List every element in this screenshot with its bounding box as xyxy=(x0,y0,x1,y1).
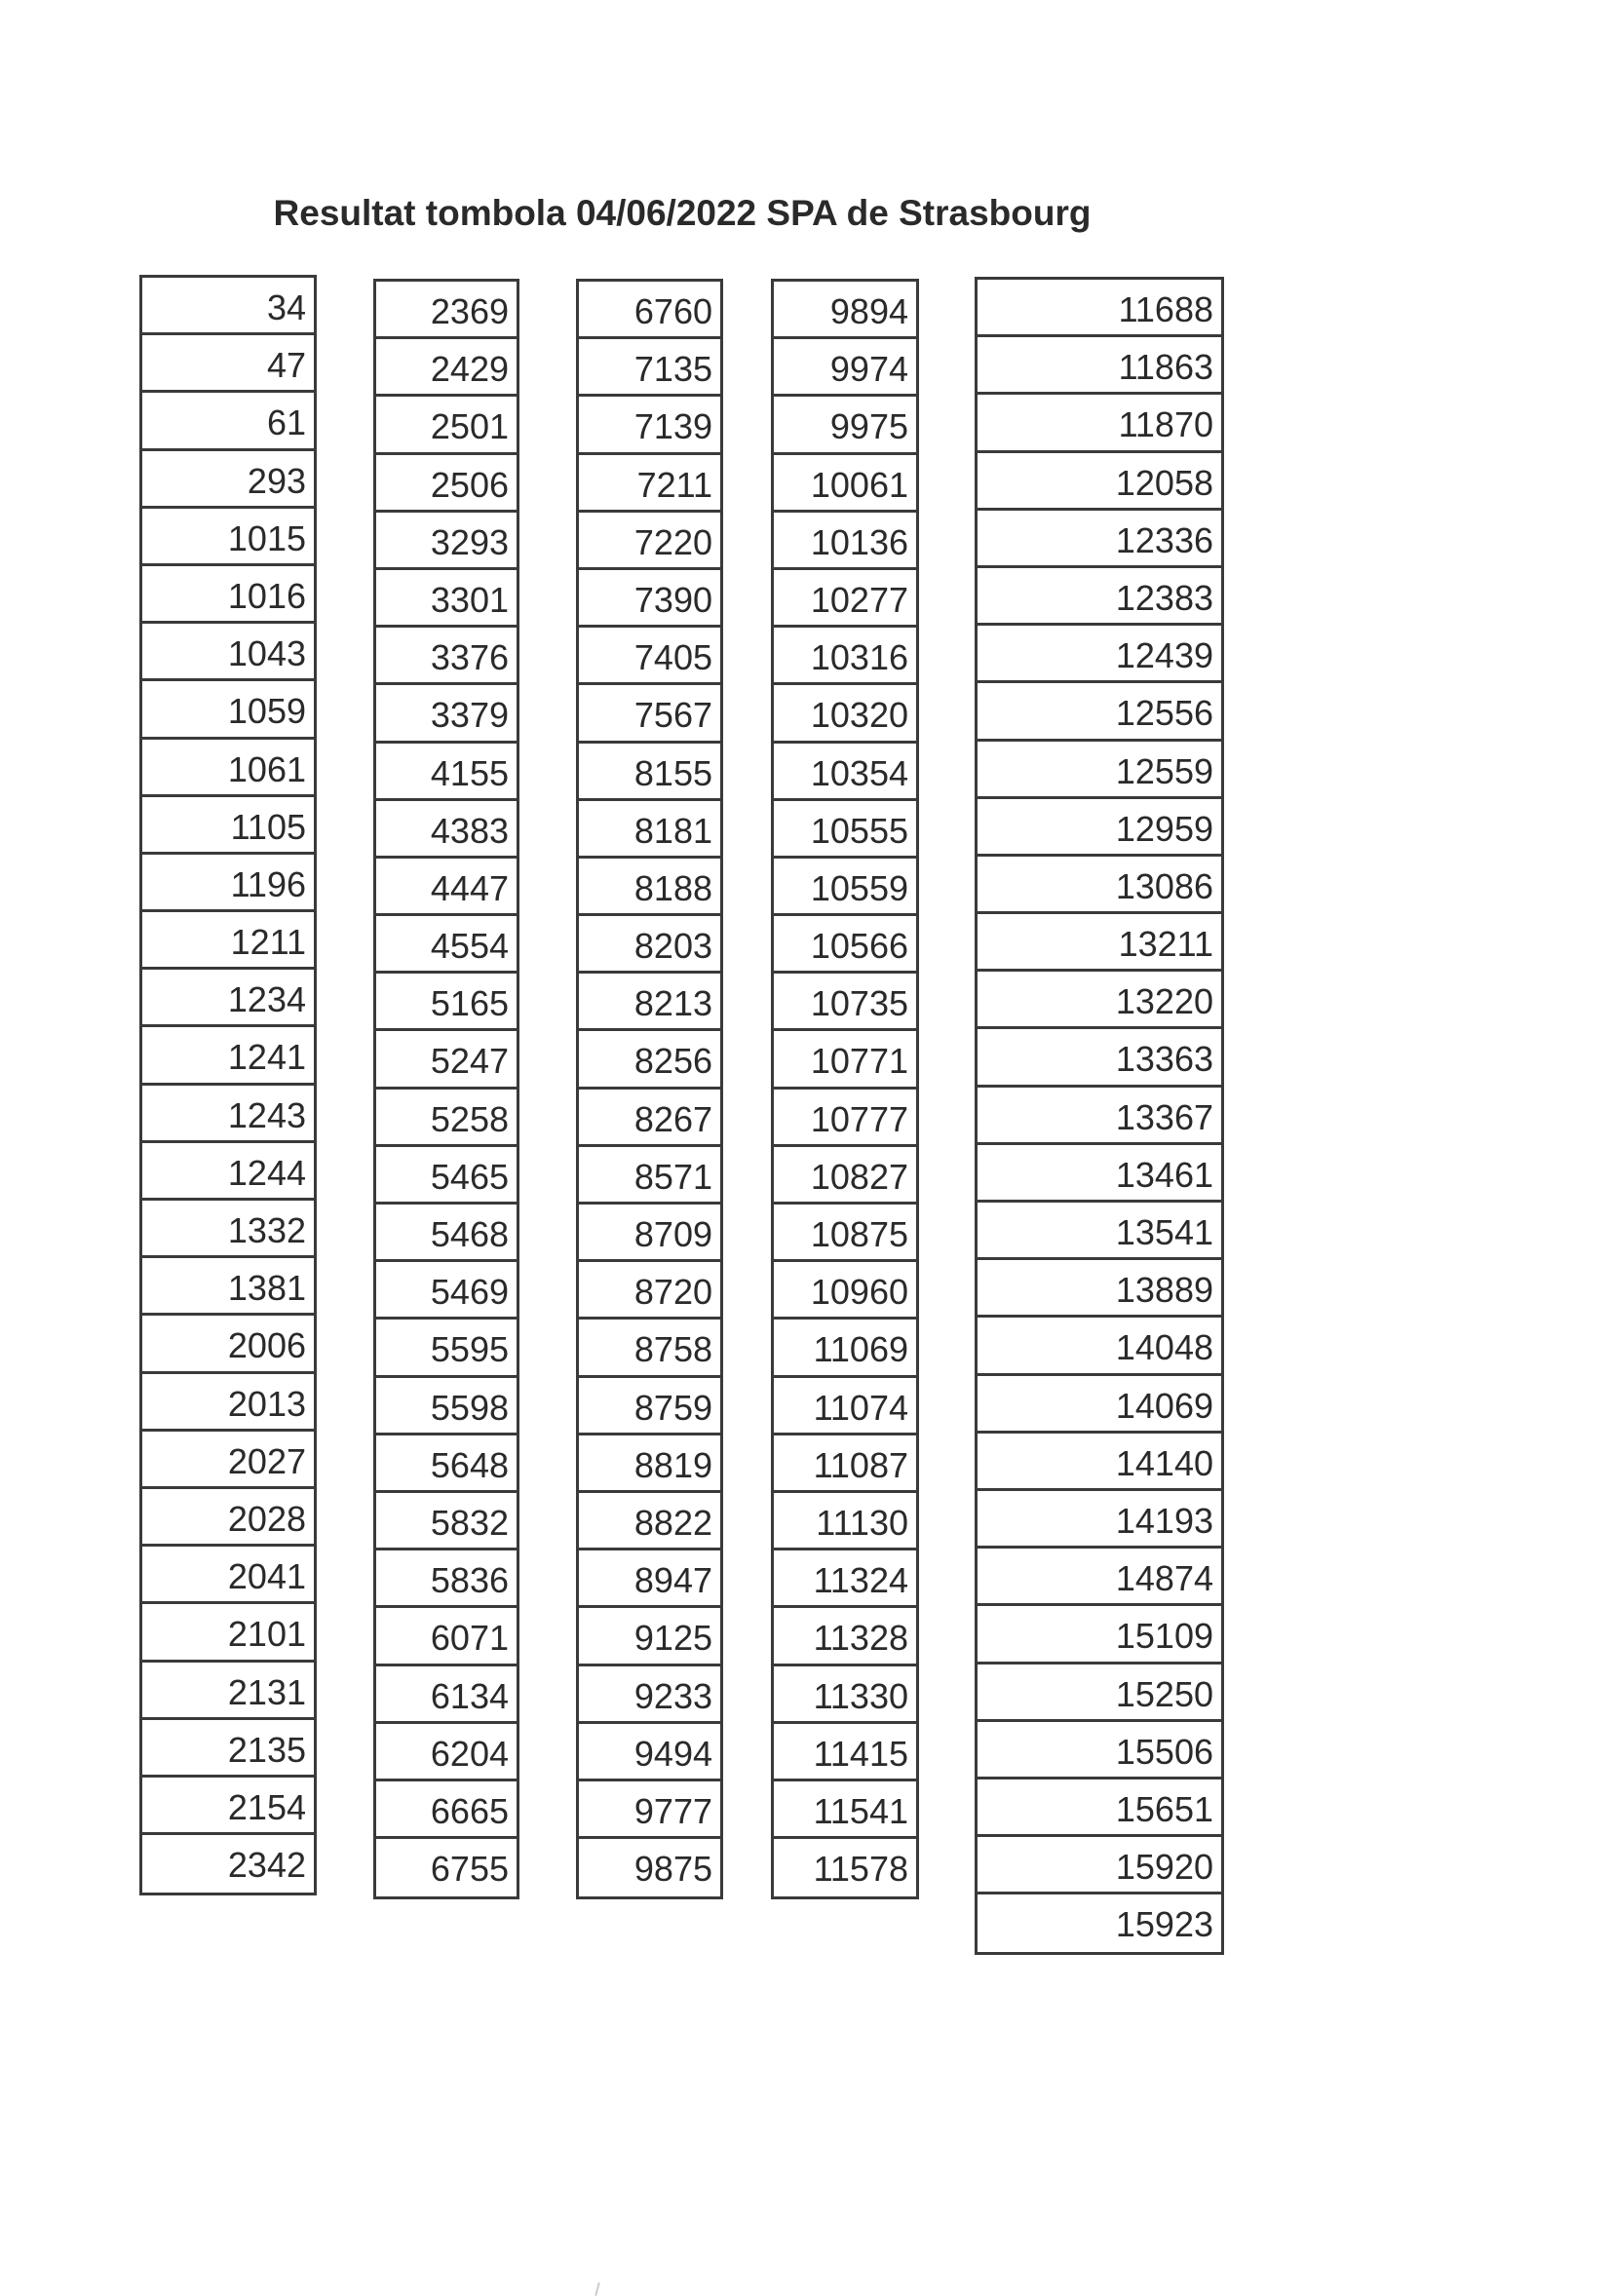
ticket-number-cell: 5468 xyxy=(376,1205,517,1262)
ticket-number-cell: 10316 xyxy=(774,628,916,685)
ticket-number-cell: 9875 xyxy=(633,1849,712,1890)
ticket-number-cell: 6134 xyxy=(376,1666,517,1724)
ticket-number-cell: 8720 xyxy=(579,1262,720,1320)
ticket-number-cell: 6755 xyxy=(430,1849,509,1890)
ticket-number-cell: 5832 xyxy=(376,1493,517,1550)
ticket-number-cell: 2154 xyxy=(142,1778,314,1835)
ticket-number-cell: 9894 xyxy=(774,282,916,339)
ticket-number-cell: 1234 xyxy=(142,970,314,1027)
ticket-number-cell: 4554 xyxy=(376,916,517,974)
ticket-number-cell: 7390 xyxy=(579,570,720,628)
ticket-number-cell: 2506 xyxy=(376,455,517,513)
ticket-number-cell: 14140 xyxy=(978,1434,1221,1491)
ticket-number-cell: 11130 xyxy=(774,1493,916,1550)
ticket-number-cell: 12439 xyxy=(978,626,1221,683)
ticket-number-cell: 5595 xyxy=(376,1320,517,1377)
ticket-number-cell: 3301 xyxy=(376,570,517,628)
ticket-number-cell: 2501 xyxy=(376,397,517,454)
ticket-number-cell: 2429 xyxy=(376,339,517,397)
ticket-number-cell: 47 xyxy=(142,335,314,393)
ticket-number-cell: 1241 xyxy=(142,1027,314,1085)
ticket-number-cell: 1059 xyxy=(142,681,314,739)
ticket-number-cell: 2131 xyxy=(142,1663,314,1720)
ticket-number-cell: 15651 xyxy=(978,1779,1221,1837)
ticket-number-cell: 10061 xyxy=(774,455,916,513)
ticket-number-cell: 11087 xyxy=(774,1435,916,1493)
ticket-number-cell: 13541 xyxy=(978,1203,1221,1260)
scan-mark xyxy=(595,2282,600,2296)
ticket-number-cell: 8256 xyxy=(579,1031,720,1089)
ticket-number-cell: 10566 xyxy=(774,916,916,974)
ticket-number-cell: 12058 xyxy=(978,453,1221,511)
ticket-number-cell: 13367 xyxy=(978,1088,1221,1145)
ticket-number-cell: 7139 xyxy=(579,397,720,454)
ticket-number-cell: 61 xyxy=(142,393,314,450)
ticket-number-cell: 5258 xyxy=(376,1090,517,1147)
ticket-number-cell: 11328 xyxy=(774,1608,916,1665)
ticket-number-cell: 7405 xyxy=(579,628,720,685)
ticket-number-cell: 13461 xyxy=(978,1145,1221,1203)
ticket-number-cell: 10960 xyxy=(774,1262,916,1320)
ticket-number-cell: 9777 xyxy=(579,1781,720,1839)
ticket-column-4 xyxy=(771,279,919,1899)
ticket-number-cell: 7567 xyxy=(579,685,720,743)
ticket-number-cell: 1043 xyxy=(142,624,314,681)
ticket-number-cell: 13211 xyxy=(978,914,1221,972)
ticket-number-cell: 11870 xyxy=(978,395,1221,452)
ticket-number-cell: 8822 xyxy=(579,1493,720,1550)
ticket-number-cell: 4155 xyxy=(376,744,517,801)
ticket-number-cell: 14048 xyxy=(978,1318,1221,1375)
ticket-number-cell: 9494 xyxy=(579,1724,720,1781)
ticket-number-cell: 5836 xyxy=(376,1550,517,1608)
ticket-number-cell: 10277 xyxy=(774,570,916,628)
ticket-number-cell: 9975 xyxy=(774,397,916,454)
ticket-number-cell: 5598 xyxy=(376,1378,517,1435)
ticket-number-cell: 12559 xyxy=(978,742,1221,799)
ticket-column-5 xyxy=(975,277,1224,1955)
ticket-number-cell: 5165 xyxy=(376,974,517,1031)
ticket-number-cell: 6665 xyxy=(376,1781,517,1839)
ticket-number-cell: 8819 xyxy=(579,1435,720,1493)
ticket-number-cell: 8758 xyxy=(579,1320,720,1377)
ticket-column-1 xyxy=(139,275,317,1895)
ticket-number-cell: 1196 xyxy=(142,855,314,912)
ticket-number-cell: 8181 xyxy=(579,801,720,859)
ticket-number-cell: 13220 xyxy=(978,972,1221,1029)
ticket-number-cell: 9233 xyxy=(579,1666,720,1724)
ticket-number-cell: 11074 xyxy=(774,1378,916,1435)
ticket-number-cell: 7211 xyxy=(579,455,720,513)
ticket-number-cell: 15250 xyxy=(978,1665,1221,1722)
ticket-number-cell: 13363 xyxy=(978,1029,1221,1087)
ticket-number-cell: 8203 xyxy=(579,916,720,974)
ticket-number-cell: 7135 xyxy=(579,339,720,397)
ticket-number-cell: 2135 xyxy=(142,1720,314,1778)
ticket-number-cell: 15506 xyxy=(978,1722,1221,1779)
ticket-number-cell: 10735 xyxy=(774,974,916,1031)
ticket-number-cell: 1016 xyxy=(142,566,314,624)
ticket-number-cell: 13086 xyxy=(978,857,1221,914)
ticket-number-cell: 1243 xyxy=(142,1086,314,1143)
ticket-number-cell: 2028 xyxy=(142,1489,314,1547)
ticket-number-cell: 3379 xyxy=(376,685,517,743)
ticket-number-cell: 11541 xyxy=(774,1781,916,1839)
ticket-number-cell: 11863 xyxy=(978,337,1221,395)
ticket-number-cell: 11688 xyxy=(978,280,1221,337)
ticket-number-cell: 11324 xyxy=(774,1550,916,1608)
page-title: Resultat tombola 04/06/2022 SPA de Strasbourg xyxy=(273,193,1092,233)
ticket-number-cell: 2369 xyxy=(376,282,517,339)
ticket-number-cell: 12556 xyxy=(978,683,1221,741)
ticket-number-cell: 4447 xyxy=(376,859,517,916)
ticket-number-cell: 3376 xyxy=(376,628,517,685)
ticket-number-cell: 1061 xyxy=(142,740,314,797)
ticket-number-cell: 12383 xyxy=(978,568,1221,626)
ticket-number-cell: 14193 xyxy=(978,1491,1221,1549)
ticket-number-cell: 2027 xyxy=(142,1432,314,1489)
ticket-number-cell: 2101 xyxy=(142,1604,314,1662)
ticket-number-cell: 2041 xyxy=(142,1547,314,1604)
ticket-number-cell: 6204 xyxy=(376,1724,517,1781)
ticket-number-cell: 7220 xyxy=(579,513,720,570)
ticket-column-2 xyxy=(373,279,519,1899)
ticket-number-cell: 11069 xyxy=(774,1320,916,1377)
ticket-number-cell: 14069 xyxy=(978,1376,1221,1434)
ticket-number-cell: 3293 xyxy=(376,513,517,570)
ticket-number-cell: 1332 xyxy=(142,1201,314,1258)
ticket-number-cell: 13889 xyxy=(978,1260,1221,1318)
ticket-number-cell: 1015 xyxy=(142,509,314,566)
ticket-number-cell: 6071 xyxy=(376,1608,517,1665)
ticket-number-cell: 15920 xyxy=(978,1837,1221,1894)
ticket-number-cell: 34 xyxy=(142,278,314,335)
ticket-number-cell: 10777 xyxy=(774,1090,916,1147)
ticket-number-cell: 4383 xyxy=(376,801,517,859)
ticket-number-cell: 10559 xyxy=(774,859,916,916)
ticket-number-cell: 1381 xyxy=(142,1258,314,1316)
ticket-number-cell: 12336 xyxy=(978,511,1221,568)
ticket-number-cell: 1211 xyxy=(142,912,314,970)
ticket-number-cell: 5469 xyxy=(376,1262,517,1320)
ticket-number-cell: 14874 xyxy=(978,1549,1221,1606)
ticket-number-cell: 1105 xyxy=(142,797,314,855)
ticket-number-cell: 2013 xyxy=(142,1374,314,1432)
ticket-number-cell: 2006 xyxy=(142,1316,314,1373)
ticket-number-cell: 5648 xyxy=(376,1435,517,1493)
ticket-number-cell: 5247 xyxy=(376,1031,517,1089)
ticket-number-cell: 2342 xyxy=(227,1845,306,1886)
ticket-number-cell: 15109 xyxy=(978,1606,1221,1664)
ticket-number-cell: 15923 xyxy=(1115,1904,1213,1945)
ticket-number-cell: 293 xyxy=(142,451,314,509)
ticket-number-cell: 11578 xyxy=(813,1849,908,1890)
ticket-number-cell: 8213 xyxy=(579,974,720,1031)
ticket-number-cell: 8188 xyxy=(579,859,720,916)
ticket-number-cell: 6760 xyxy=(579,282,720,339)
ticket-number-cell: 10354 xyxy=(774,744,916,801)
ticket-number-cell: 10136 xyxy=(774,513,916,570)
ticket-column-3 xyxy=(576,279,723,1899)
ticket-number-cell: 8571 xyxy=(579,1147,720,1205)
ticket-number-cell: 10827 xyxy=(774,1147,916,1205)
ticket-number-cell: 12959 xyxy=(978,799,1221,857)
ticket-number-cell: 10771 xyxy=(774,1031,916,1089)
ticket-number-cell: 10875 xyxy=(774,1205,916,1262)
ticket-number-cell: 9974 xyxy=(774,339,916,397)
ticket-number-cell: 5465 xyxy=(376,1147,517,1205)
ticket-number-cell: 10320 xyxy=(774,685,916,743)
ticket-number-cell: 8947 xyxy=(579,1550,720,1608)
ticket-number-cell: 11330 xyxy=(774,1666,916,1724)
ticket-number-cell: 8155 xyxy=(579,744,720,801)
ticket-number-cell: 1244 xyxy=(142,1143,314,1201)
ticket-number-cell: 8759 xyxy=(579,1378,720,1435)
ticket-number-cell: 10555 xyxy=(774,801,916,859)
ticket-number-cell: 9125 xyxy=(579,1608,720,1665)
ticket-number-cell: 8267 xyxy=(579,1090,720,1147)
ticket-number-cell: 8709 xyxy=(579,1205,720,1262)
ticket-number-cell: 11415 xyxy=(774,1724,916,1781)
